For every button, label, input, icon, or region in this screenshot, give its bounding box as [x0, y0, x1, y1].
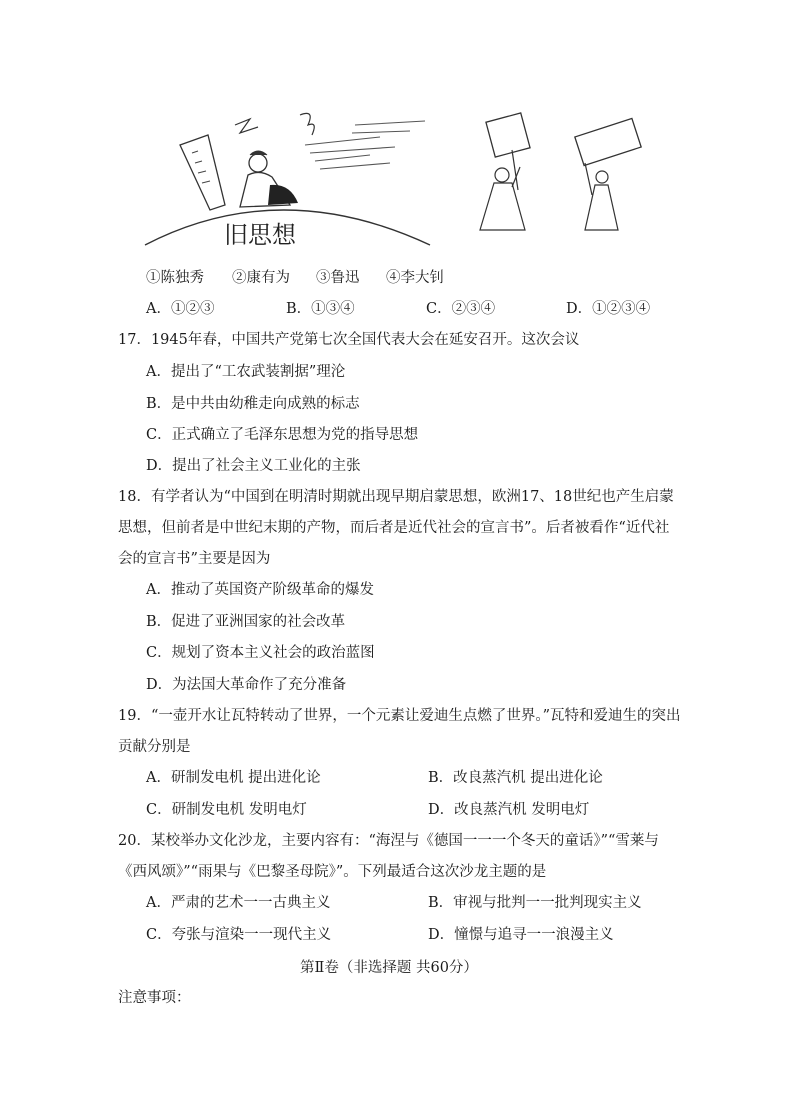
cartoon-illustration: [140, 105, 660, 255]
q17-stem: 17．1945年春，中国共产党第七次全国代表大会在延安召开。这次会议: [118, 332, 580, 348]
q16-option-b: B．①③④: [286, 301, 355, 317]
brush-pole: [180, 135, 225, 210]
q20-option-a: A．严肃的艺术一一古典主义: [146, 895, 331, 911]
q19-option-d: D．改良蒸汽机 发明电灯: [428, 802, 590, 818]
figure-left-body: [480, 183, 525, 230]
q16-person-1: ①陈独秀: [146, 270, 204, 286]
q17-option-b: B．是中共由幼稚走向成熟的标志: [146, 396, 360, 412]
q17-option-d: D．提出了社会主义工业化的主张: [146, 458, 361, 474]
q20-stem-line-1: 20．某校举办文化沙龙，主要内容有：“海涅与《德国一一一个冬天的童话》”“雪莱与: [118, 833, 659, 849]
figure-left-head: [495, 168, 509, 182]
q16-option-d: D．①②③④: [566, 301, 651, 317]
q16-person-2: ②康有为: [232, 270, 290, 286]
q16-option-c: C．②③④: [426, 301, 496, 317]
q18-option-b: B．促进了亚洲国家的社会改革: [146, 614, 346, 630]
scribble-writing: [235, 113, 314, 135]
q20-option-c: C．夸张与渲染一一现代主义: [146, 927, 332, 943]
q18-stem-line-2: 思想，但前者是中世纪末期的产物，而后者是近代社会的宣言书”。后者被看作“近代社: [118, 520, 670, 536]
placard-left: [486, 113, 530, 157]
q18-option-d: D．为法国大革命作了充分准备: [146, 677, 347, 693]
q19-stem-line-1: 19．“一壶开水让瓦特转动了世界，一个元素让爱迪生点燃了世界。”瓦特和爱迪生的突出: [118, 708, 681, 724]
q16-person-3: ③鲁迅: [316, 270, 360, 286]
q16-option-a: A．①②③: [146, 301, 215, 317]
q18-option-c: C．规划了资本主义社会的政治蓝图: [146, 645, 375, 661]
q20-option-b: B．审视与批判一一批判现实主义: [428, 895, 642, 911]
q19-option-a: A．研制发电机 提出进化论: [146, 770, 321, 786]
q20-option-d: D．憧憬与追寻一一浪漫主义: [428, 927, 614, 943]
figure-right-body: [585, 185, 618, 230]
q20-stem-line-2: 《西风颂》”“雨果与《巴黎圣母院》”。下列最适合这次沙龙主题的是: [118, 864, 547, 880]
q16-person-4: ④李大钊: [386, 270, 444, 286]
q18-stem-line-3: 会的宣言书”主要是因为: [118, 551, 271, 567]
q17-option-a: A．提出了“工农武装割据”理沦: [146, 364, 346, 380]
q19-option-c: C．研制发电机 发明电灯: [146, 802, 307, 818]
figure-head: [249, 154, 267, 172]
section-2-title: 第Ⅱ卷（非选择题 共60分）: [300, 960, 478, 976]
figure-right-head: [596, 171, 608, 183]
illustration-caption: 旧思想: [224, 221, 296, 249]
q18-option-a: A．推动了英国资产阶级革命的爆发: [146, 582, 374, 598]
q19-option-b: B．改良蒸汽机 提出进化论: [428, 770, 603, 786]
q17-option-c: C．正式确立了毛泽东思想为党的指导思想: [146, 427, 419, 443]
q18-stem-line-1: 18．有学者认为“中国到在明清时期就出现早期启蒙思想，欧洲17、18世纪也产生启蒙: [118, 489, 674, 505]
notes-label: 注意事项：: [118, 990, 191, 1006]
q19-stem-line-2: 贡献分别是: [118, 739, 191, 755]
placard-right: [575, 118, 641, 165]
